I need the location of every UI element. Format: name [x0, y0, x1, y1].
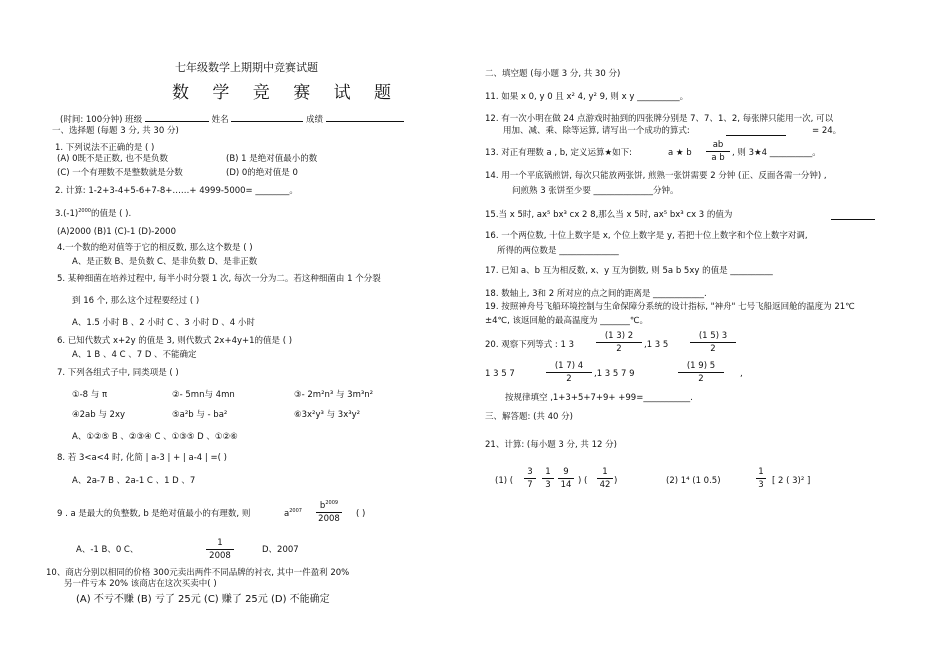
q5-options: A、1.5 小时 B 、2 小时 C 、3 小时 D 、4 小时 — [72, 318, 255, 328]
q3-rest: 的值是 ( ). — [90, 208, 132, 219]
q7-item-3: ③- 2m²n³ 与 3m³n² — [294, 390, 374, 400]
question-19-cont: ±4℃, 该返回舱的最高温度为 _______℃。 — [485, 316, 648, 326]
name-blank — [231, 112, 303, 122]
section3-heading: 三、解答题: (共 40 分) — [485, 412, 573, 422]
question-16-cont: 所得的两位数是 ______________ — [497, 246, 619, 256]
q20-frac-2 — [690, 331, 736, 355]
p1-f4-num: 1 — [597, 467, 613, 479]
p2-num: 1 — [756, 467, 766, 479]
question-11: 11. 如果 x 0, y 0 且 x² 4, y² 9, 则 x y __________。 — [485, 92, 689, 102]
q9-b: b — [319, 500, 326, 511]
q9-c-den: 2008 — [209, 551, 231, 561]
question-16: 16. 一个两位数, 十位上数字是 x, 个位上数字是 y, 若把十位上数字和个位上数字对调, — [485, 231, 808, 241]
q9-a: a — [284, 508, 290, 519]
q13-num: ab — [706, 140, 730, 152]
q13-den: a b — [711, 153, 725, 163]
q7-options: A、①②⑤ B 、②③④ C 、①③⑤ D 、①②⑥ — [72, 432, 238, 442]
question-18: 18. 数轴上, 3和 2 所对应的点之间的距离是 ____________. — [485, 289, 707, 299]
question-13: 13. 对正有理数 a , b, 定义运算★如下: — [485, 148, 633, 158]
question-7: 7. 下列各组式子中, 同类项是 ( ) — [57, 368, 179, 378]
q9-options-abc: A、-1 B、0 C、 — [76, 545, 139, 555]
p1-frac-3 — [558, 467, 574, 491]
p1-f1-den: 7 — [527, 480, 533, 490]
score-blank — [326, 112, 404, 122]
p1-f2-num: 1 — [542, 467, 554, 479]
question-17: 17. 已知 a、b 互为相反数, x、y 互为倒数, 则 5a b 5xy 的值是 __________ — [485, 266, 773, 276]
p1-frac-1 — [524, 467, 536, 491]
p1-f3-den: 14 — [560, 480, 572, 490]
q9-option-d: D、2007 — [262, 545, 299, 555]
q9-b-exp: 2009 — [325, 500, 339, 506]
q13-operator: a ★ b — [668, 148, 692, 158]
q20-f4-num: (1 9) 5 — [678, 361, 724, 373]
question-2: 2. 计算: 1-2+3-4+5-6+7-8+……+ 4999-5000= ________。 — [55, 186, 298, 196]
p1-f1-num: 3 — [524, 467, 536, 479]
q7-item-5: ⑤a²b 与 - ba² — [172, 410, 228, 420]
p2-den: 3 — [758, 480, 764, 490]
score-label: 成绩 — [305, 115, 323, 125]
q7-item-6: ⑥3x²y³ 与 3x³y² — [294, 410, 361, 420]
p2-frac — [756, 467, 766, 491]
q13-fraction — [706, 140, 730, 164]
question-10-cont: 另一件亏本 20% 该商店在这次买卖中( ) — [64, 579, 217, 589]
exam-title: 数 学 竞 赛 试 题 — [172, 83, 401, 103]
q20-row2-b: ,1 3 5 7 9 — [594, 369, 635, 379]
q3-options: (A)2000 (B)1 (C)-1 (D)-2000 — [57, 227, 176, 237]
question-1: 1. 下列说法不正确的是 ( ) — [55, 143, 155, 153]
time-label: (时间: 100分钟) — [60, 115, 123, 125]
q1-option-b: (B) 1 是绝对值最小的数 — [226, 154, 318, 164]
p1-f4-den: 42 — [599, 480, 611, 490]
q20-frac-4 — [678, 361, 724, 385]
q4-options: A、是正数 B、是负数 C、是非负数 D、是非正数 — [72, 257, 258, 267]
q6-options: A、1 B 、4 C 、7 D 、不能确定 — [72, 350, 197, 360]
problem-1-start: (1) ( — [495, 476, 514, 486]
q20-f2-den: 2 — [710, 344, 716, 354]
q13-rest: , 则 3★4 __________。 — [732, 148, 821, 158]
question-12: 12. 有一次小明在做 24 点游戏时抽到的四张牌分别是 7、7、1、2, 每张牌只能用一次, 可以 — [485, 114, 834, 124]
q1-option-c: (C) 一个有理数不是整数就是分数 — [57, 168, 183, 178]
p1-f2-den: 3 — [545, 480, 551, 490]
question-12-cont: 用加、减、乘、除等运算, 请写出一个成功的算式: — [503, 126, 690, 136]
q12-result: = 24。 — [812, 126, 842, 136]
question-5: 5. 某种细菌在培养过程中, 每半小时分裂 1 次, 每次一分为二。若这种细菌由 1 个分裂 — [57, 274, 381, 284]
q15-blank — [831, 210, 875, 220]
q20-frac-1 — [596, 331, 642, 355]
class-blank — [145, 112, 209, 122]
p1-frac-2 — [542, 467, 554, 491]
exam-subtitle: 七年级数学上期期中竞赛试题 — [175, 61, 318, 74]
p1-f3-num: 9 — [558, 467, 574, 479]
section2-heading: 二、填空题 (每小题 3 分, 共 30 分) — [485, 69, 621, 79]
question-5-cont: 到 16 个, 那么这个过程要经过 ( ) — [72, 296, 200, 306]
name-label: 姓名 — [211, 115, 229, 125]
q9-c-num: 1 — [206, 538, 234, 550]
question-9: 9 . a 是最大的负整数, b 是绝对值最小的有理数, 则 — [57, 509, 251, 519]
q20-f3-num: (1 7) 4 — [546, 361, 592, 373]
q12-blank — [726, 126, 786, 136]
question-21: 21、计算: (每小题 3 分, 共 12 分) — [485, 440, 617, 450]
question-15: 15.当 x 5时, ax⁵ bx³ cx 2 8,那么当 x 5时, ax⁵ bx³ cx 3 的值为 — [485, 210, 733, 220]
class-label: 班级 — [125, 115, 143, 125]
question-20: 20. 观察下列等式 : 1 3 — [485, 340, 575, 350]
question-6: 6. 已知代数式 x+2y 的值是 3, 则代数式 2x+4y+1的值是 ( ) — [57, 336, 293, 346]
q3-base: 3.(-1) — [55, 208, 79, 219]
q7-item-4: ④2ab 与 2xy — [72, 410, 126, 420]
exam-info-line — [60, 112, 404, 126]
question-4: 4.一个数的绝对值等于它的相反数, 那么这个数是 ( ) — [57, 243, 253, 253]
question-14: 14. 用一个平底锅煎饼, 每次只能放两张饼, 煎熟一张饼需要 2 分钟 (正、反面各需一分钟) , — [485, 171, 827, 181]
p2-end: [ 2 ( 3)² ] — [772, 476, 811, 486]
q1-option-d: (D) 0的绝对值是 0 — [226, 168, 298, 178]
question-19: 19. 按照神舟号飞船环境控制与生命保障分系统的设计指标, "神舟" 七号飞船返回舱的温度为 21℃ — [485, 302, 855, 312]
q20-f4-den: 2 — [698, 374, 704, 384]
question-10: 10、商店分别以相同的价格 300元卖出两件不同品牌的衬衣, 其中一件盈利 20% — [46, 568, 350, 578]
problem-2-start: (2) 1⁴ (1 0.5) — [666, 476, 721, 486]
q20-f1-den: 2 — [616, 344, 622, 354]
q10-options: (A) 不亏不赚 (B) 亏了 25元 (C) 赚了 25元 (D) 不能确定 — [76, 594, 330, 605]
question-14-cont: 问煎熟 3 张饼至少要 ______________分钟。 — [512, 186, 679, 196]
q9-fraction — [316, 498, 342, 525]
q9-a-exp: 2007 — [289, 508, 302, 514]
p1-frac-4 — [597, 467, 613, 491]
q20-f2-num: (1 5) 3 — [690, 331, 736, 343]
q9-paren: ( ) — [356, 509, 366, 519]
q20-frac-3 — [546, 361, 592, 385]
q8-options: A、2a-7 B 、2a-1 C 、1 D 、7 — [72, 476, 196, 486]
p1-mid: ) ( — [578, 476, 588, 486]
q20-comma: , — [740, 369, 743, 379]
q3-exponent: 2000 — [78, 208, 91, 214]
question-3 — [55, 206, 131, 220]
q7-item-1: ①-8 与 π — [72, 390, 108, 400]
q9-option-c-frac — [206, 538, 234, 562]
question-8: 8. 若 3<a<4 时, 化简 | a-3 | + | a-4 | =( ) — [57, 453, 227, 463]
q7-item-2: ②- 5mn与 4mn — [172, 390, 235, 400]
section1-heading: 一、选择题 (每题 3 分, 共 30 分) — [52, 126, 179, 136]
q20-row2-a: 1 3 5 7 — [485, 369, 515, 379]
q20-mid: ,1 3 5 — [644, 340, 669, 350]
q9-expression — [284, 506, 302, 520]
q20-fill: 按规律填空 ,1+3+5+7+9+ +99=___________. — [505, 393, 693, 403]
q1-option-a: (A) 0既不是正数, 也不是负数 — [57, 154, 168, 164]
q9-denominator: 2008 — [318, 513, 340, 524]
p1-end: ) — [614, 476, 618, 486]
q20-f1-num: (1 3) 2 — [596, 331, 642, 343]
q20-f3-den: 2 — [566, 374, 572, 384]
